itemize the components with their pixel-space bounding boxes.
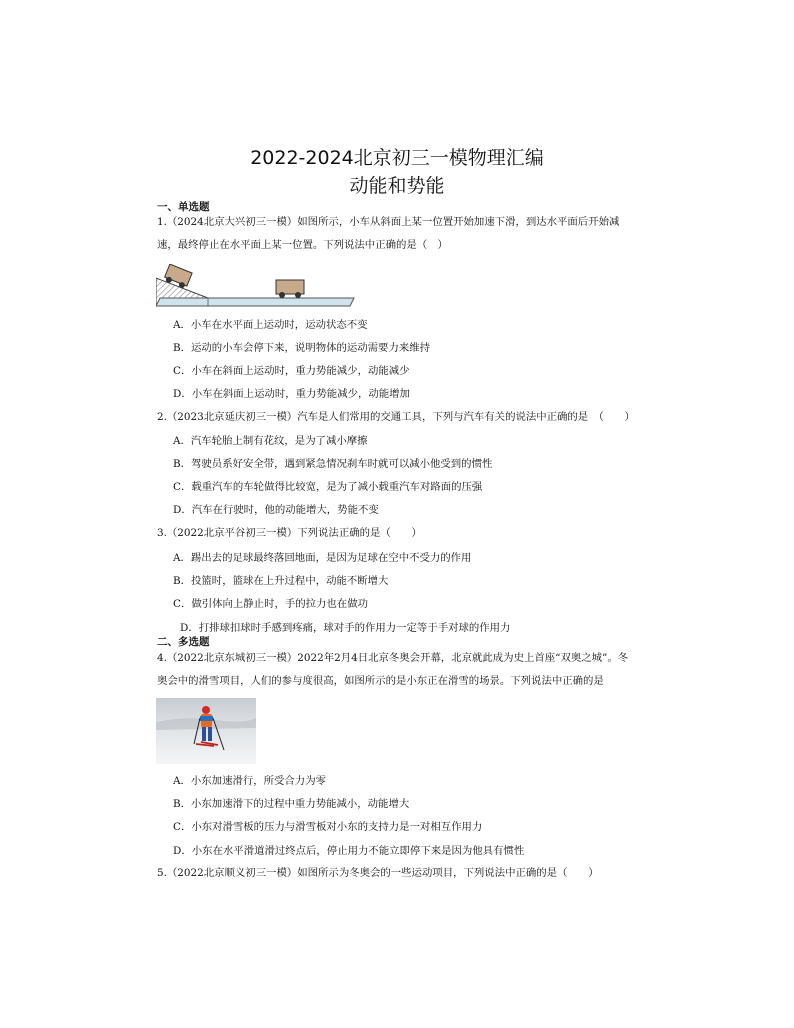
question-4-text: 4.（2022北京东城初三一模）2022年2月4日北京冬奥会开幕，北京就此成为史上首座“双奥之城”。冬奥会中的滑雪项目，人们的参与度很高，如图所示的是小东正在滑雪的场景。下列说法中正确的是 [157, 652, 629, 687]
question-2-option-a: A．汽车轮胎上制有花纹，是为了减小摩擦 [173, 435, 368, 447]
question-2-option-d: D．汽车在行驶时，他的动能增大，势能不变 [173, 504, 379, 516]
document-subtitle: 动能和势能 [349, 175, 445, 197]
question-4-option-a: A．小东加速滑行，所受合力为零 [173, 775, 326, 787]
question-1-text: 1.（2024北京大兴初三一模）如图所示，小车从斜面上某一位置开始加速下滑，到达水平面后开始减速，最终停止在水平面上某一位置。下列说法中正确的是（ ） [157, 216, 620, 251]
section-heading-multiple-choice: 二、多选题 [157, 636, 210, 648]
section-heading-single-choice: 一、单选题 [157, 201, 210, 213]
skier-photo [156, 698, 256, 764]
question-3-option-c: C．做引体向上静止时，手的拉力也在做功 [173, 598, 368, 610]
question-3-option-a: A．踢出去的足球最终落回地面，是因为足球在空中不受力的作用 [173, 552, 472, 564]
question-4-option-c: C．小东对滑雪板的压力与滑雪板对小东的支持力是一对相互作用力 [173, 821, 483, 833]
question-1-option-c: C．小车在斜面上运动时，重力势能减少，动能减少 [173, 365, 410, 377]
question-3-text: 3.（2022北京平谷初三一模）下列说法正确的是（ ） [157, 527, 422, 539]
question-1-option-b: B．运动的小车会停下来，说明物体的运动需要力来维持 [173, 342, 431, 354]
question-1-option-a: A．小车在水平面上运动时，运动状态不变 [173, 319, 368, 331]
question-3-option-b: B．投篮时，篮球在上升过程中，动能不断增大 [173, 575, 389, 587]
question-2-option-b: B．驾驶员系好安全带，遇到紧急情况刹车时就可以减小他受到的惯性 [173, 458, 493, 470]
question-3-option-d: D．打排球扣球时手感到疼痛，球对手的作用力一定等于手对球的作用力 [180, 622, 511, 634]
incline-cart-figure [156, 264, 356, 308]
question-4-option-d: D．小东在水平滑道滑过终点后，停止用力不能立即停下来是因为他具有惯性 [173, 845, 525, 857]
question-5-text: 5.（2022北京顺义初三一模）如图所示为冬奥会的一些运动项目，下列说法中正确的是（ ） [157, 867, 599, 879]
question-2-text: 2.（2023北京延庆初三一模）汽车是人们常用的交通工具，下列与汽车有关的说法中正确的是 （ ） [157, 411, 635, 423]
question-1-option-d: D．小车在斜面上运动时，重力势能减少，动能增加 [173, 388, 410, 400]
question-2-option-c: C．载重汽车的车轮做得比较宽，是为了减小载重汽车对路面的压强 [173, 481, 483, 493]
document-title: 2022-2024北京初三一模物理汇编 [250, 147, 544, 169]
question-4-option-b: B．小东加速滑下的过程中重力势能减小，动能增大 [173, 798, 410, 810]
